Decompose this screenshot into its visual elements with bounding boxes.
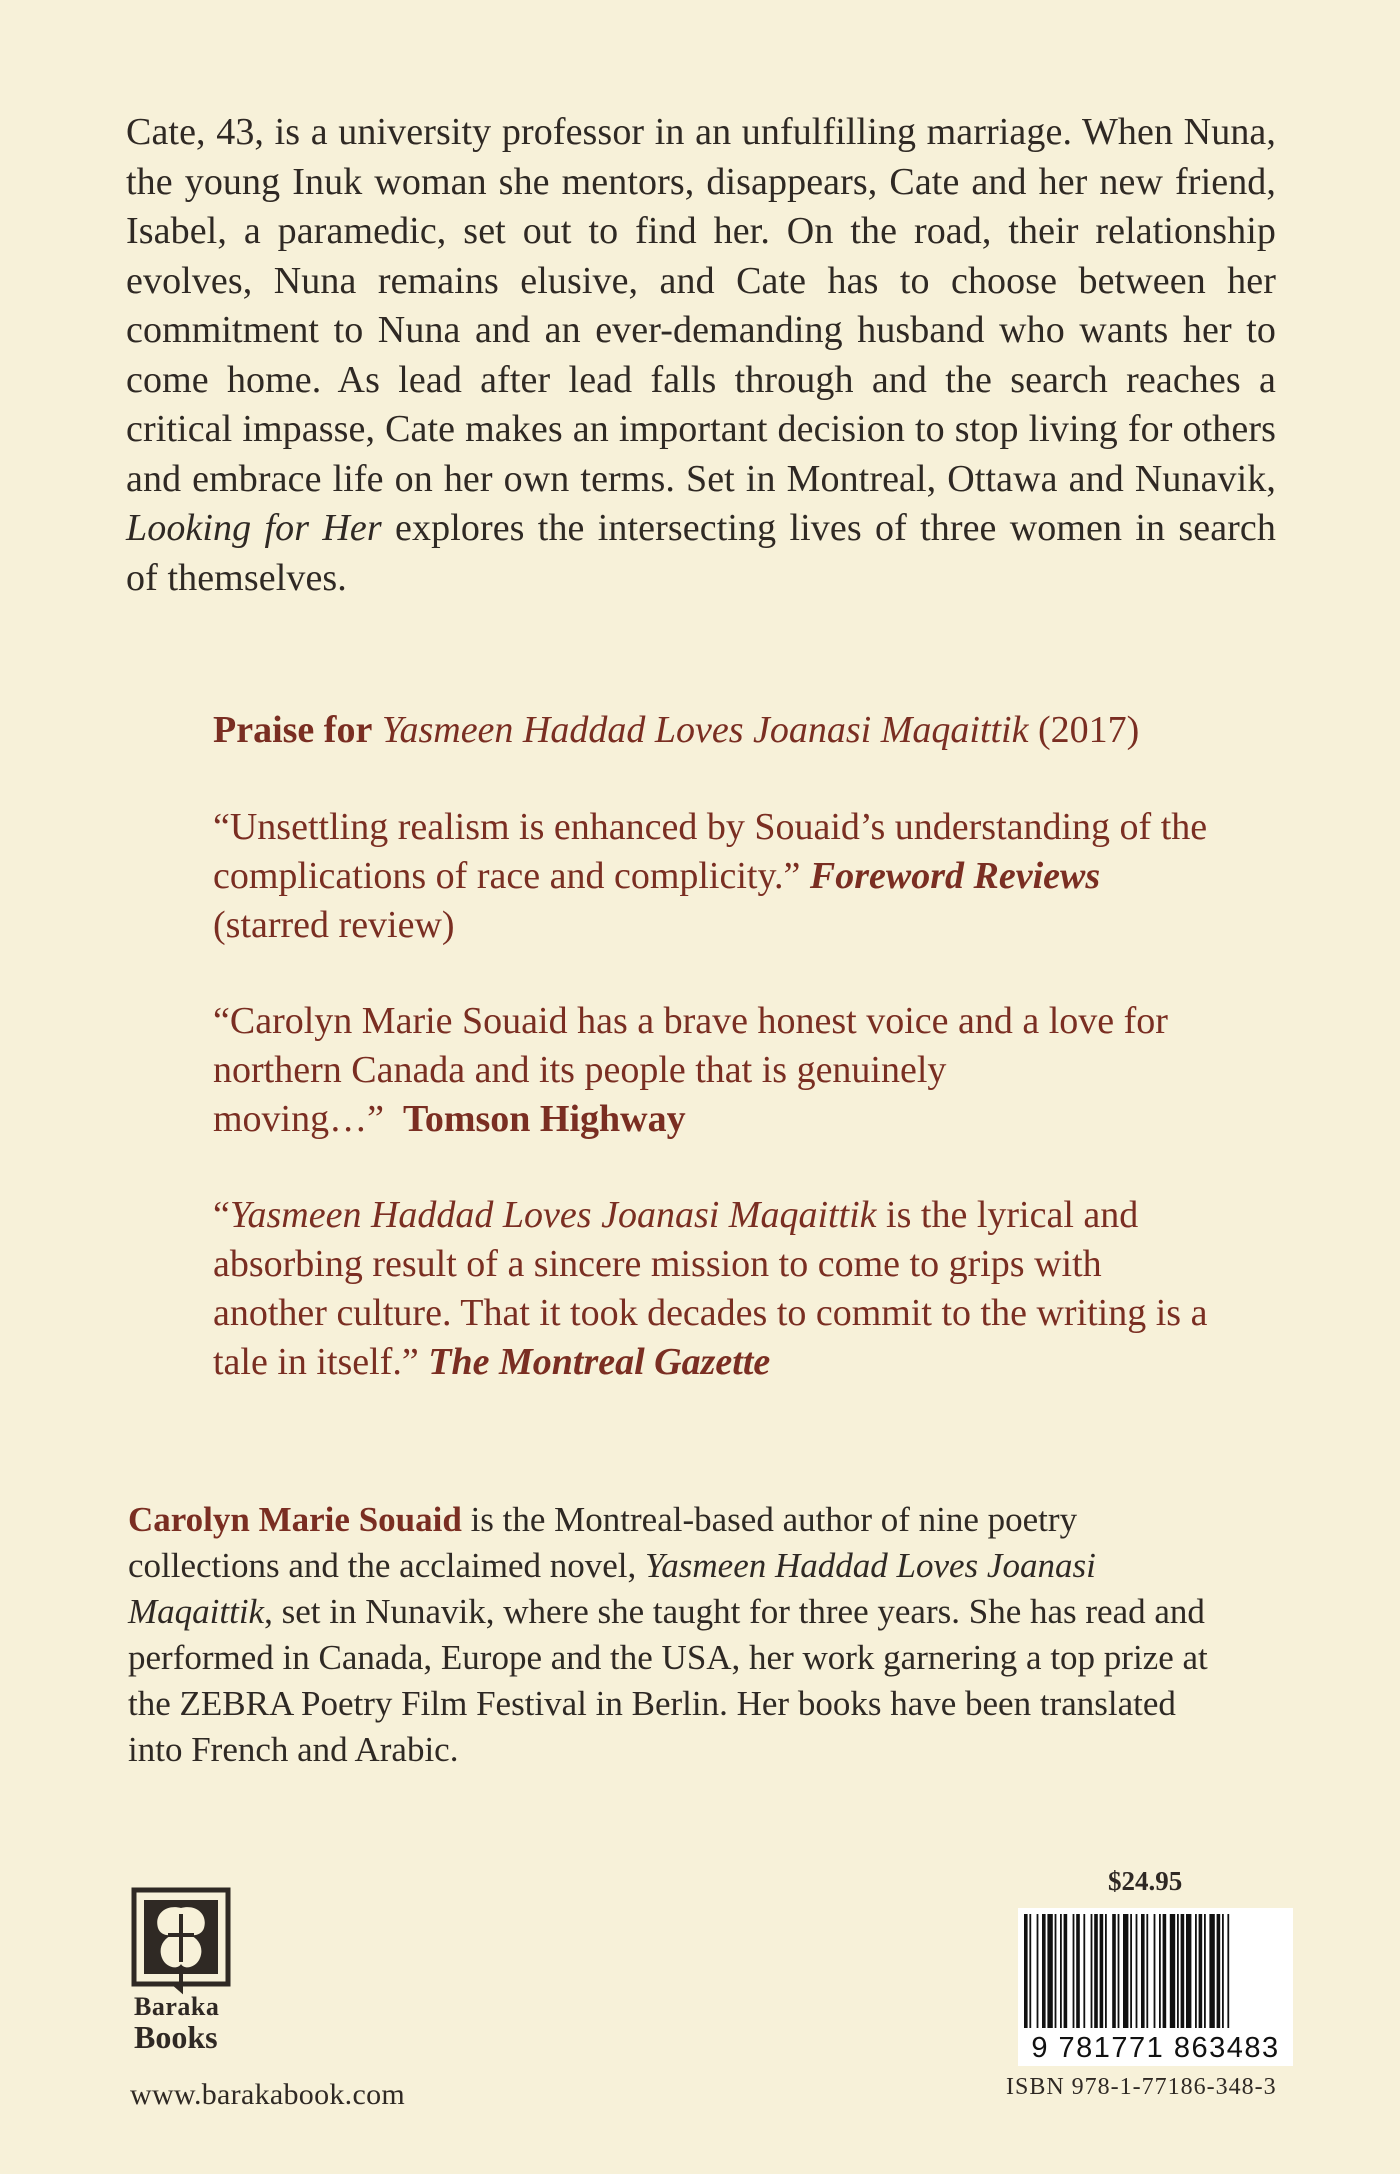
barcode-bar <box>1199 1914 1203 2028</box>
bio-text-end: , set in Nunavik, where she taught for three years. She has read and performed in Canada, Europe and the USA, her work garnering a top prize at the ZEBRA Poetry Film Festival in Berlin. Her books have been translated into French and Arabic. <box>128 1592 1208 1769</box>
barcode-bar <box>1195 1914 1197 2028</box>
quote-text: “Unsettling realism is enhanced by Souaid’s understanding of the complications of race and complicity.” <box>213 806 1208 897</box>
publisher-name-line1: Baraka <box>134 1992 220 2021</box>
praise-label: Praise for <box>213 709 373 751</box>
barcode <box>1018 1908 1293 2066</box>
barcode-bar <box>1042 1914 1046 2028</box>
quote-foreword-reviews <box>213 803 1213 950</box>
barcode-bar <box>1105 1914 1107 2028</box>
quote-text: is the lyrical and absorbing result of a sincere mission to come to grips with another culture. That it took decades to commit to the writing is a tale in itself.” <box>213 1194 1208 1383</box>
barcode-bar <box>1209 1914 1214 2028</box>
price: $24.95 <box>1108 1866 1183 1896</box>
barcode-bar <box>1037 1914 1039 2028</box>
barcode-bar <box>1024 1914 1028 2028</box>
quote-montreal-gazette <box>213 1191 1213 1387</box>
barcode-bar <box>1159 1914 1161 2028</box>
barcode-bar <box>1076 1914 1080 2028</box>
synopsis-text: Cate, 43, is a university professor in an unfulfilling marriage. When Nuna, the young Inuk woman she mentors, disappears, Cate and her new friend, Isabel, a paramedic, set out to find her. On the road, their relationship evolves, Nuna remains elusive, and Cate has to choose between her commitment to Nuna and an ever-demanding husband who wants her to come home. As lead after lead falls through and the search reaches a critical impasse, Cate makes an important decision to stop living for others and embrace life on her own terms. Set in Montreal, Ottawa and Nunavik, <box>126 111 1276 500</box>
barcode-bar <box>1181 1914 1185 2028</box>
quote-book-title: Yasmeen Haddad Loves Joanasi Maqaittik <box>229 1194 877 1236</box>
publisher-name-line2: Books <box>134 2019 218 2055</box>
barcode-bar <box>1154 1914 1156 2028</box>
praise-year: (2017) <box>1037 709 1140 751</box>
barcode-bar <box>1186 1914 1191 2028</box>
barcode-bar <box>1064 1914 1068 2028</box>
publisher-name <box>134 1992 220 2055</box>
barcode-bar <box>1204 1914 1206 2028</box>
praise-heading <box>213 706 1213 755</box>
barcode-bar <box>1100 1914 1104 2028</box>
praise-book-title: Yasmeen Haddad Loves Joanasi Maqaittik <box>381 709 1029 751</box>
barcode-bar <box>1073 1914 1075 2028</box>
quote-tomson-highway <box>213 997 1213 1144</box>
quote-source: The Montreal Gazette <box>428 1341 771 1383</box>
quote-text: “Carolyn Marie Souaid has a brave honest voice and a love for northern Canada and its people that is genuinely moving…” <box>213 1000 1168 1140</box>
barcode-digits: 9 781771 863483 <box>1031 2032 1280 2064</box>
synopsis-text-end: explores the intersecting lives of three women in search of themselves. <box>126 507 1276 599</box>
quote-note: (starred review) <box>213 904 455 946</box>
barcode-bar <box>1163 1914 1167 2028</box>
synopsis-book-title: Looking for Her <box>126 507 382 549</box>
bio-text: is the Montreal-based author of nine poetry collections and the acclaimed novel, <box>128 1500 1078 1585</box>
barcode-bar <box>1217 1914 1221 2028</box>
synopsis <box>126 108 1276 603</box>
author-name: Carolyn Marie Souaid <box>128 1500 462 1539</box>
author-bio-paragraph <box>128 1497 1218 1773</box>
barcode-bar <box>1091 1914 1093 2028</box>
quote-source: Foreword Reviews <box>809 855 1101 897</box>
barcode-bar <box>1177 1914 1179 2028</box>
isbn: ISBN 978-1-77186-348-3 <box>1006 2074 1277 2100</box>
barcode-bar <box>1118 1914 1120 2028</box>
barcode-bar <box>1112 1914 1116 2028</box>
author-bio <box>128 1497 1218 1773</box>
barcode-bar <box>1083 1914 1085 2028</box>
quote-open-mark: “ <box>213 1194 230 1236</box>
barcode-bar <box>1227 1914 1229 2028</box>
barcode-bar <box>1029 1914 1031 2028</box>
publisher-website[interactable]: www.barakabook.com <box>130 2078 406 2111</box>
barcode-bar <box>1141 1914 1145 2028</box>
barcode-bar <box>1170 1914 1175 2028</box>
barcode-bar <box>1094 1914 1098 2028</box>
barcode-bars <box>1018 1908 1293 2032</box>
barcode-bar <box>1047 1914 1052 2028</box>
barcode-bar <box>1146 1914 1148 2028</box>
bio-novel-title: Yasmeen Haddad Loves Joanasi Maqaittik <box>128 1546 1096 1631</box>
barcode-bar <box>1136 1914 1138 2028</box>
logo-graphic <box>130 1886 240 1996</box>
praise-section <box>213 706 1213 1434</box>
barcode-bar <box>1123 1914 1128 2028</box>
barcode-bar <box>1130 1914 1132 2028</box>
barcode-bar <box>1060 1914 1062 2028</box>
barcode-bar <box>1055 1914 1057 2028</box>
quote-source: Tomson Highway <box>402 1098 686 1140</box>
synopsis-paragraph <box>126 108 1276 603</box>
barcode-bar <box>1222 1914 1224 2028</box>
